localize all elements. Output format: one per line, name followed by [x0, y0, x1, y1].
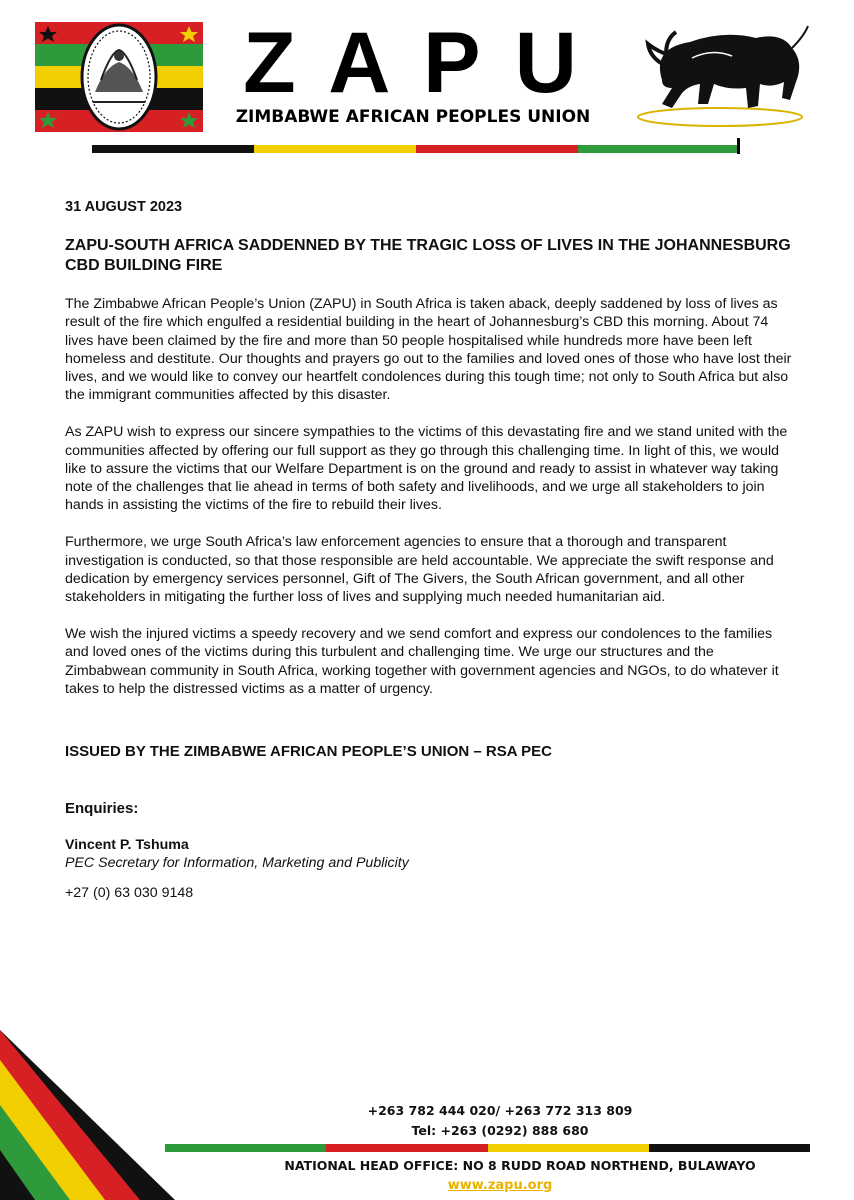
bull-logo-icon — [632, 18, 812, 130]
contact-role: PEC Secretary for Information, Marketing and Publicity — [65, 855, 409, 872]
divider-end-mark — [737, 138, 740, 154]
paragraph: Furthermore, we urge South Africa’s law enforcement agencies to ensure that a thorough and transparent investigation is conducted, so that those responsible are held accountable. We appreciate the swift response and dedication by emergency services personnel, Gift of The Givers, the South African government, and all other stakeholders in mitigating the further loss of lives and supplying much needed humanitarian aid. — [65, 534, 774, 606]
footer-head-office-address: NATIONAL HEAD OFFICE: NO 8 RUDD ROAD NORTHEND, BULAWAYO — [284, 1158, 756, 1173]
emblem-icon — [82, 25, 156, 129]
footer-color-divider — [165, 1144, 810, 1152]
contact-phone: +27 (0) 63 030 9148 — [65, 885, 194, 902]
paragraph: The Zimbabwe African People’s Union (ZAPU) in South Africa is taken aback, deeply saddened by loss of lives as result of the fire which engulfed a residential building in the heart of Johannesburg’s CBD this morning. About 74 lives have been claimed by the fire and more than 50 people hospitalised while hundreds more have been left homeless and destitute. Our thoughts and prayers go out to the families and loved ones of those who have lost their lives, and we would like to convey our heartfelt condolences during this tough time; not only to South Africa but also the immigrant communities affected by this disaster. — [65, 296, 792, 404]
organization-title: Z A P U — [243, 15, 583, 111]
paragraph: We wish the injured victims a speedy recovery and we send comfort and express our condolences to the families and loved ones of the victims during this turbulent and challenging time. We urge our structures and the Zimbabwean community in South Africa, working together with government agencies and NGOs, to do whatever it takes to help the distressed victims as a matter of urgency. — [65, 625, 779, 697]
paragraph: As ZAPU wish to express our sincere sympathies to the victims of this devastating fire and we stand united with the communities affected by offering our full support as they go through this challenging time. In light of this, we would like to assure the victims that our Welfare Department is on the ground and ready to assist in whatever way taking note of the challenges that lie ahead in terms of both safety and livelihoods, and we urge all stakeholders to join hands in assisting the victims of the fire to rebuild their lives. — [65, 424, 788, 514]
flag-color-divider — [92, 145, 740, 153]
zapu-flag-logo — [35, 22, 203, 132]
corner-flag-decoration — [0, 1030, 175, 1200]
press-release-body — [65, 198, 795, 902]
footer-phone-numbers: +263 782 444 020/ +263 772 313 809 — [367, 1103, 633, 1118]
release-date: 31 AUGUST 2023 — [65, 199, 183, 215]
enquiries-label: Enquiries: — [65, 800, 139, 818]
footer-website-link[interactable]: www.zapu.org — [447, 1178, 553, 1193]
issued-by-line: ISSUED BY THE ZIMBABWE AFRICAN PEOPLE’S UNION – RSA PEC — [65, 743, 552, 761]
footer-telephone: Tel: +263 (0292) 888 680 — [411, 1123, 589, 1138]
release-headline: ZAPU-SOUTH AFRICA SADDENNED BY THE TRAGIC LOSS OF LIVES IN THE JOHANNESBURG CBD BUILDING FIRE — [65, 237, 791, 274]
contact-name: Vincent P. Tshuma — [65, 837, 189, 854]
organization-subtitle: ZIMBABWE AFRICAN PEOPLES UNION — [235, 107, 591, 127]
